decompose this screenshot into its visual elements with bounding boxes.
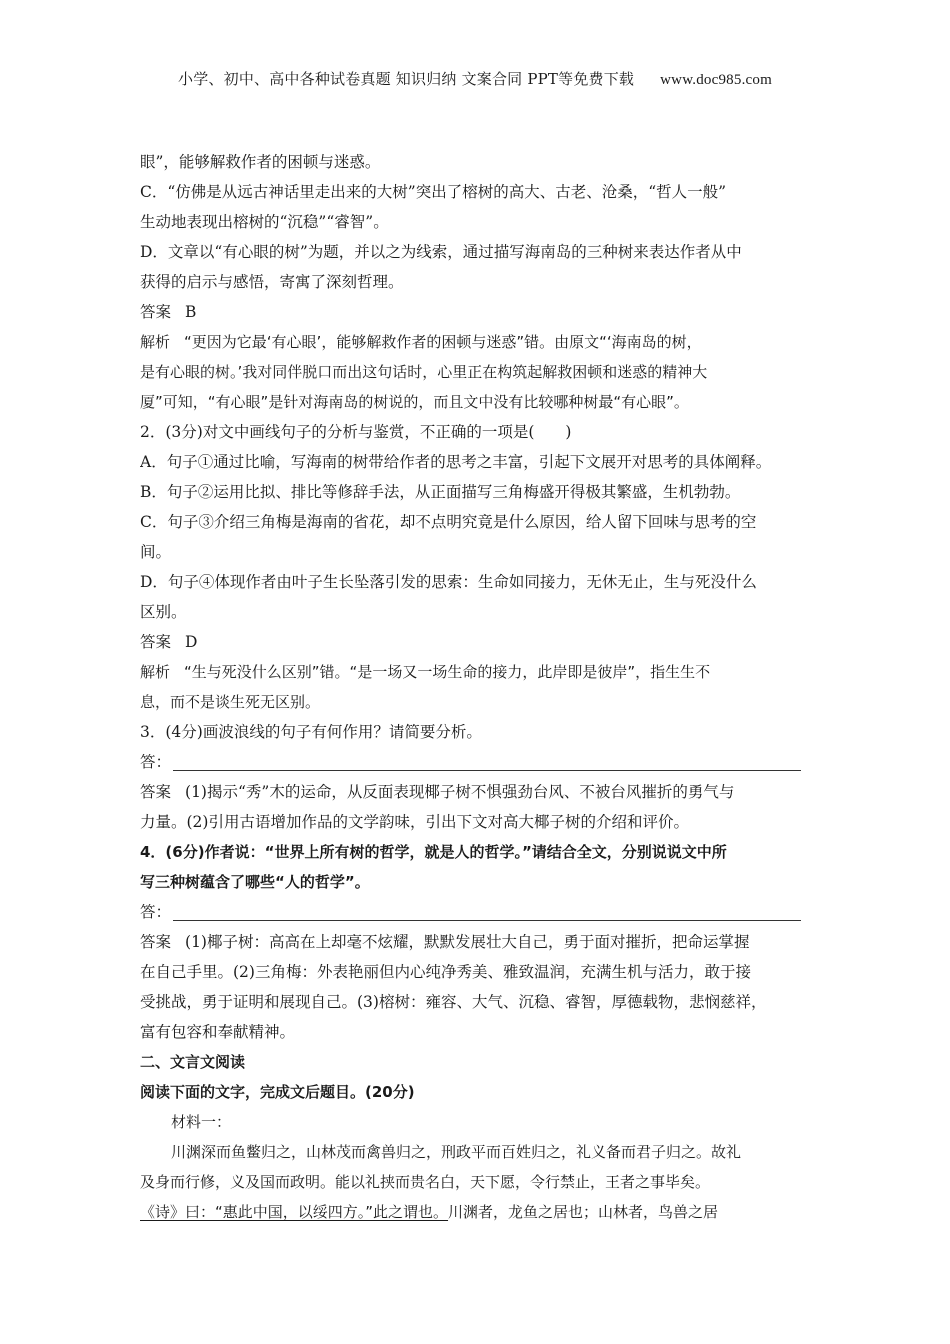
text-line: 力量。(2)引用古语增加作品的文学韵味，引出下文对高大椰子树的介绍和评价。 [140,813,689,831]
analysis-label: 解析 [140,333,171,351]
option-d: D．句子④体现作者由叶子生长坠落引发的思索：生命如同接力，无休无止，生与死没什么 [140,573,757,591]
option-a: A．句子①通过比喻，写海南的树带给作者的思考之丰富，引起下文展开对思考的具体阐释。 [140,453,772,471]
section-heading: 二、文言文阅读 [140,1053,246,1071]
text-line: 获得的启示与感悟，寄寓了深刻哲理。 [140,273,404,291]
text-line: 间。 [140,543,172,561]
text-line: 眼”，能够解救作者的困顿与迷惑。 [140,153,381,171]
answer-text: (1)椰子树：高高在上却毫不炫耀，默默发展壮大自己，勇于面对摧折，把命运掌握 [185,933,750,951]
answer-blank-4 [140,897,812,927]
answer-label: 答案 [140,303,172,321]
analysis-text: “生与死没什么区别”错。“是一场又一场生命的接力，此岸即是彼岸”，指生生不 [184,663,711,681]
passage-line: 川渊深而鱼鳖归之，山林茂而禽兽归之，刑政平而百姓归之，礼义备而君子归之。故礼 [171,1143,742,1161]
answer-2 [140,627,812,657]
answer-blank-label: 答： [140,753,172,771]
text-line: 写三种树蕴含了哪些“人的哲学”。 [140,873,370,891]
text-line: 生动地表现出榕树的“沉稳”“睿智”。 [140,213,389,231]
analysis-1 [140,327,812,357]
option-c: C．句子③介绍三角梅是海南的省花，却不点明究竟是什么原因，给人留下回味与思考的空 [140,513,757,531]
document-body [140,147,812,1227]
text-line: 在自己手里。(2)三角梅：外表艳丽但内心纯净秀美、雅致温润，充满生机与活力，敢于接 [140,963,751,981]
text-line: 厦”可知，“有心眼”是针对海南岛的树说的，而且文中没有比较哪种树最“有心眼”。 [140,393,689,411]
answer-label: 答案 [140,933,172,951]
section-instruction: 阅读下面的文字，完成文后题目。(20分) [140,1083,415,1101]
option-b: B．句子②运用比拟、排比等修辞手法，从正面描写三角梅盛开得极其繁盛，生机勃勃。 [140,483,741,501]
option-d: D．文章以“有心眼的树”为题，并以之为线索，通过描写海南岛的三种树来表达作者从中 [140,243,742,261]
question-4: 4．(6分)作者说：“世界上所有树的哲学，就是人的哲学。”请结合全文，分别说说文中所 [140,843,727,861]
answer-blank-3 [140,747,812,777]
page-header [0,68,950,89]
material-label: 材料一： [171,1113,232,1131]
analysis-2 [140,657,812,687]
question-2: 2．(3分)对文中画线句子的分析与鉴赏，不正确的一项是( ) [140,423,572,441]
text-line: 区别。 [140,603,187,621]
answer-value: B [185,303,197,321]
underlined-sentence: 《诗》曰：“惠此中国，以绥四方。”此之谓也。 [140,1203,449,1221]
text-line: 息，而不是谈生死无区别。 [140,693,321,711]
text-line: 富有包容和奉献精神。 [140,1023,296,1041]
passage-line: 及身而行修，义及国而政明。能以礼挟而贵名白，天下愿，令行禁止，王者之事毕矣。 [140,1173,711,1191]
answer-text: (1)揭示“秀”木的运命，从反面表现椰子树不惧强劲台风、不被台风摧折的勇气与 [185,783,735,801]
answer-blank-line [173,900,801,921]
answer-label: 答案 [140,783,172,801]
text-line: 是有心眼的树。’我对同伴脱口而出这句话时，心里正在构筑起解救困顿和迷惑的精神大 [140,363,708,381]
answer-value: D [185,633,198,651]
passage-line [140,1197,812,1227]
question-3: 3．(4分)画波浪线的句子有何作用？请简要分析。 [140,723,482,741]
option-c: C．“仿佛是从远古神话里走出来的大树”突出了榕树的高大、古老、沧桑，“哲人一般” [140,183,727,201]
answer-blank-label: 答： [140,903,172,921]
text-line: 受挑战，勇于证明和展现自己。(3)榕树：雍容、大气、沉稳、睿智，厚德载物，悲悯慈祥， [140,993,767,1011]
answer-blank-line [173,750,801,771]
header-text: 小学、初中、高中各种试卷真题 知识归纳 文案合同 PPT等免费下载 [178,70,635,88]
analysis-label: 解析 [140,663,171,681]
passage-text: 川渊者，龙鱼之居也；山林者，鸟兽之居 [448,1203,719,1221]
analysis-text: “更因为它最‘有心眼’，能够解救作者的困顿与迷惑”错。由原文“‘海南岛的树， [184,333,702,351]
answer-label: 答案 [140,633,172,651]
answer-4 [140,927,812,957]
answer-3 [140,777,812,807]
answer-1 [140,297,812,327]
header-site: www.doc985.com [660,72,772,88]
